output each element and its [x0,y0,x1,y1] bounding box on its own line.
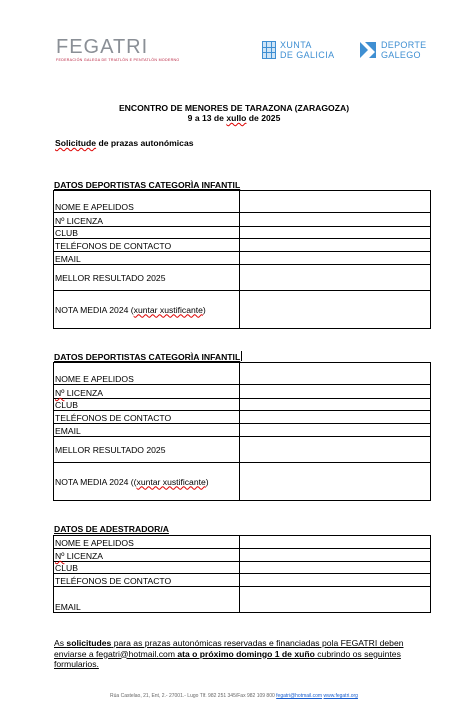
table-row [54,265,431,291]
field-label: EMAIL [54,424,240,437]
table-row [54,363,431,385]
deporte-line1: DEPORTE [381,40,427,50]
field-label: CLUB [54,562,240,574]
table-row [54,227,431,239]
title-line1: ENCONTRO DE MENORES DE TARAZONA (ZARAGOZA) [118,103,350,113]
table-row [54,424,431,437]
field-input[interactable] [240,587,431,613]
xunta-line2: DE GALICIA [280,50,335,60]
xunta-logo [262,40,335,60]
field-label: NOTA MEDIA 2024 ((xuntar xustificante) [54,463,240,501]
xunta-line1: XUNTA [280,40,312,50]
header-logos [0,36,468,72]
field-label: MELLOR RESULTADO 2025 [54,437,240,463]
field-input[interactable] [240,227,431,239]
table-row [54,399,431,411]
table-row [54,574,431,587]
field-input[interactable] [240,574,431,587]
field-label: TELÉFONOS DE CONTACTO [54,574,240,587]
field-input[interactable] [240,239,431,252]
field-input[interactable] [240,265,431,291]
fegatri-wordmark: FEGATRI [56,36,149,58]
deporte-emblem-icon [359,41,377,59]
field-input[interactable] [240,363,431,385]
field-input[interactable] [240,562,431,574]
section1-table [53,190,431,329]
table-row [54,385,431,399]
xunta-emblem-icon [262,41,276,59]
field-input[interactable] [240,291,431,329]
field-input[interactable] [240,424,431,437]
section2-heading: DATOS DEPORTISTAS CATEGORÌA INFANTIL [54,352,241,362]
field-label: EMAIL [54,587,240,613]
table-row [54,536,431,549]
table-row [54,562,431,574]
field-label: Nº LICENZA [54,385,240,399]
page-footer [0,693,468,699]
section3-heading: DATOS DE ADESTRADOR/A [54,524,169,534]
deporte-line2: GALEGO [381,50,421,60]
document-subtitle: Solicitude de prazas autonómicas [55,138,194,148]
field-label: TELÉFONOS DE CONTACTO [54,411,240,424]
table-row [54,549,431,562]
field-input[interactable] [240,191,431,213]
table-row [54,463,431,501]
field-label: Nº LICENZA [54,549,240,562]
table-row [54,239,431,252]
deporte-galego-logo [359,40,426,60]
fegatri-tagline: FEDERACIÓN GALEGA DE TRIATLÓN E PENTATLÓN MODERNO [56,58,180,62]
title-line2: 9 a 13 de xullo de 2025 [187,113,281,123]
table-row [54,213,431,227]
field-label: EMAIL [54,252,240,265]
footer-web-link[interactable]: www.fegatri.org [323,693,358,699]
table-row [54,437,431,463]
field-input[interactable] [240,385,431,399]
section3-table [53,535,431,613]
field-label: NOME E APELIDOS [54,363,240,385]
footer-email-link[interactable]: fegatri@hotmail.com [276,693,323,699]
field-label: Nº LICENZA [54,213,240,227]
table-row [54,291,431,329]
field-label: TELÉFONOS DE CONTACTO [54,239,240,252]
field-input[interactable] [240,437,431,463]
field-label: NOME E APELIDOS [54,536,240,549]
field-input[interactable] [240,411,431,424]
section2-table [53,362,431,501]
field-label: CLUB [54,227,240,239]
field-input[interactable] [240,213,431,227]
field-input[interactable] [240,536,431,549]
table-row [54,587,431,613]
table-row [54,411,431,424]
field-label: MELLOR RESULTADO 2025 [54,265,240,291]
fegatri-logo [56,36,179,63]
footer-address: Rúa Castelao, 21, Ent, 2.- 27001.- Lugo Tlf. 982 251 345/Fax 982 109 800 [110,693,277,699]
field-input[interactable] [240,252,431,265]
field-label: NOTA MEDIA 2024 (xuntar xustificante) [54,291,240,329]
table-row [54,252,431,265]
field-input[interactable] [240,399,431,411]
document-title [0,103,468,123]
submission-note: As solicitudes para as prazas autonómicas reservadas e financiadas pola FEGATRI deben enviarse a fegatri@hotmail.com ata o próximo domingo 1 de xuño cubrindo os seguintes formularios. [54,638,404,669]
field-label: CLUB [54,399,240,411]
text-cursor [241,351,242,361]
table-row [54,191,431,213]
field-input[interactable] [240,549,431,562]
section1-heading: DATOS DEPORTISTAS CATEGORÌA INFANTIL [54,180,241,190]
field-label: NOME E APELIDOS [54,191,240,213]
field-input[interactable] [240,463,431,501]
